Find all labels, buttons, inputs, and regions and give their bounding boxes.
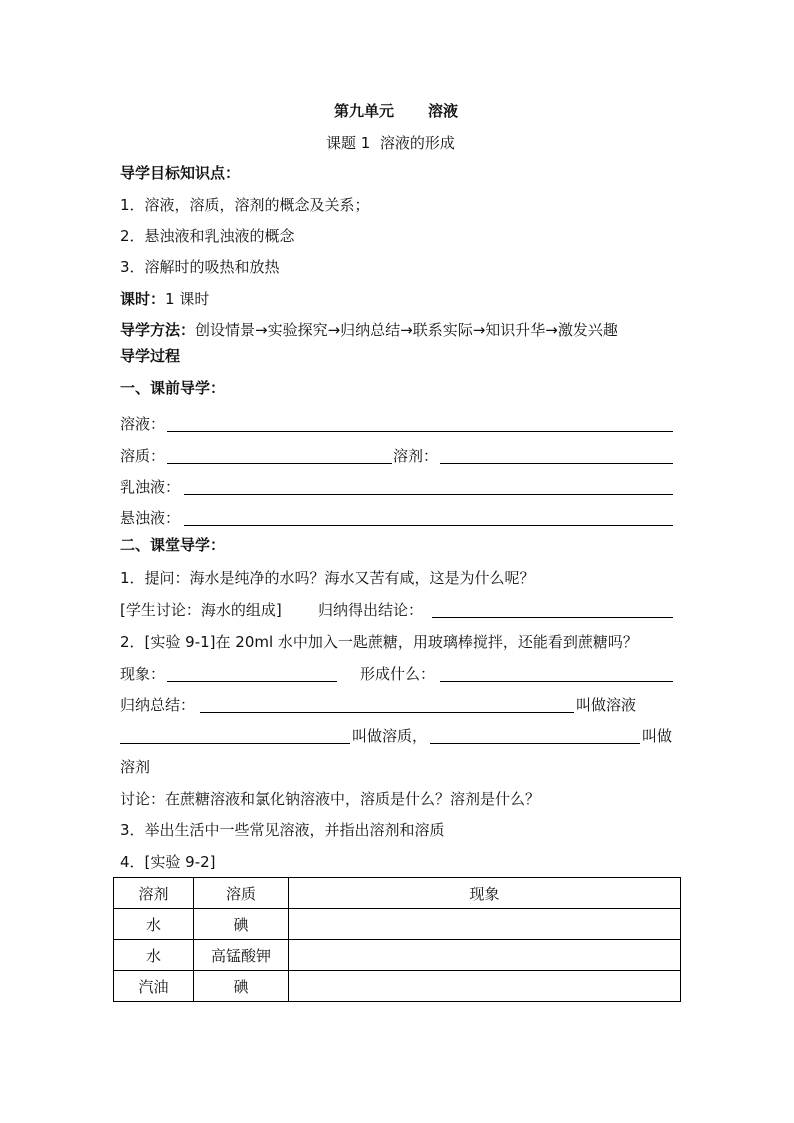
table-row [114, 909, 681, 940]
question-4: 4．[实验 9-2] [120, 853, 216, 871]
table-row [114, 971, 681, 1002]
table-cell-phenomenon[interactable] [289, 971, 681, 1002]
called-solvent-prefix: 叫做 [642, 727, 673, 745]
forms-what-label: 形成什么： [360, 665, 436, 683]
objective-item: 3．溶解时的吸热和放热 [120, 258, 280, 276]
discussion: 讨论：在蔗糖溶液和氯化钠溶液中，溶质是什么？溶剂是什么？ [120, 790, 541, 808]
solution-blank[interactable] [167, 431, 673, 432]
in-class-heading: 二、课堂导学： [120, 536, 226, 554]
solution-label: 溶液： [120, 415, 166, 433]
objective-item: 2．悬浊液和乳浊液的概念 [120, 227, 295, 245]
method-line [120, 320, 618, 340]
table-cell: 汽油 [114, 971, 194, 1002]
method-label: 导学方法： [120, 321, 196, 339]
phenomenon-blank[interactable] [167, 681, 337, 682]
suspension-blank[interactable] [184, 525, 673, 526]
table-cell-phenomenon[interactable] [289, 940, 681, 971]
suspension-label: 悬浊液： [120, 509, 181, 527]
pre-class-heading: 一、课前导学： [120, 379, 226, 397]
table-cell: 水 [114, 909, 194, 940]
question-2: 2．[实验 9-1]在 20ml 水中加入一匙蔗糖，用玻璃棒搅拌，还能看到蔗糖吗？ [120, 633, 638, 651]
method-value: 创设情景→实验探究→归纳总结→联系实际→知识升华→激发兴趣 [195, 321, 618, 339]
table-header-row [114, 878, 681, 909]
objective-item: 1．溶液，溶质，溶剂的概念及关系； [120, 196, 370, 214]
unit-title: 第九单元 [334, 102, 395, 120]
question-3: 3．举出生活中一些常见溶液，并指出溶剂和溶质 [120, 821, 445, 839]
emulsion-label: 乳浊液： [120, 478, 181, 496]
hours-line [120, 289, 209, 309]
summary-label: 归纳总结： [120, 696, 196, 714]
objectives-heading: 导学目标知识点： [120, 164, 241, 182]
table-cell-phenomenon[interactable] [289, 909, 681, 940]
table-header-cell: 现象 [289, 878, 681, 909]
experiment-table [113, 877, 681, 1002]
lesson-title: 课题 1 溶液的形成 [326, 134, 455, 152]
hours-value: 1 课时 [165, 290, 210, 308]
table-cell: 碘 [194, 971, 289, 1002]
table-cell: 水 [114, 940, 194, 971]
phenomenon-label: 现象： [120, 665, 166, 683]
emulsion-blank[interactable] [184, 494, 673, 495]
summary-blank-solute[interactable] [120, 743, 350, 744]
hours-label: 课时： [120, 290, 166, 308]
q1-conclude-label: 归纳得出结论： [318, 601, 424, 619]
called-solution: 叫做溶液 [576, 696, 637, 714]
solvent-word: 溶剂 [120, 758, 151, 776]
table-header-cell: 溶质 [194, 878, 289, 909]
unit-subject: 溶液 [428, 102, 459, 120]
q1-discussion: [学生讨论：海水的组成] [120, 601, 282, 619]
solvent-label: 溶剂： [393, 447, 439, 465]
table-row [114, 940, 681, 971]
called-solute: 叫做溶质， [352, 727, 428, 745]
table-cell: 碘 [194, 909, 289, 940]
table-header-cell: 溶剂 [114, 878, 194, 909]
solute-label: 溶质： [120, 447, 166, 465]
question-1: 1．提问：海水是纯净的水吗？海水又苦有咸，这是为什么呢？ [120, 569, 535, 587]
process-heading: 导学过程 [120, 347, 181, 365]
solvent-blank[interactable] [440, 463, 673, 464]
summary-blank-solution[interactable] [200, 712, 574, 713]
q1-conclusion-blank[interactable] [432, 617, 673, 618]
solute-blank[interactable] [167, 463, 392, 464]
forms-what-blank[interactable] [440, 681, 673, 682]
table-cell: 高锰酸钾 [194, 940, 289, 971]
summary-blank-solvent[interactable] [430, 743, 640, 744]
